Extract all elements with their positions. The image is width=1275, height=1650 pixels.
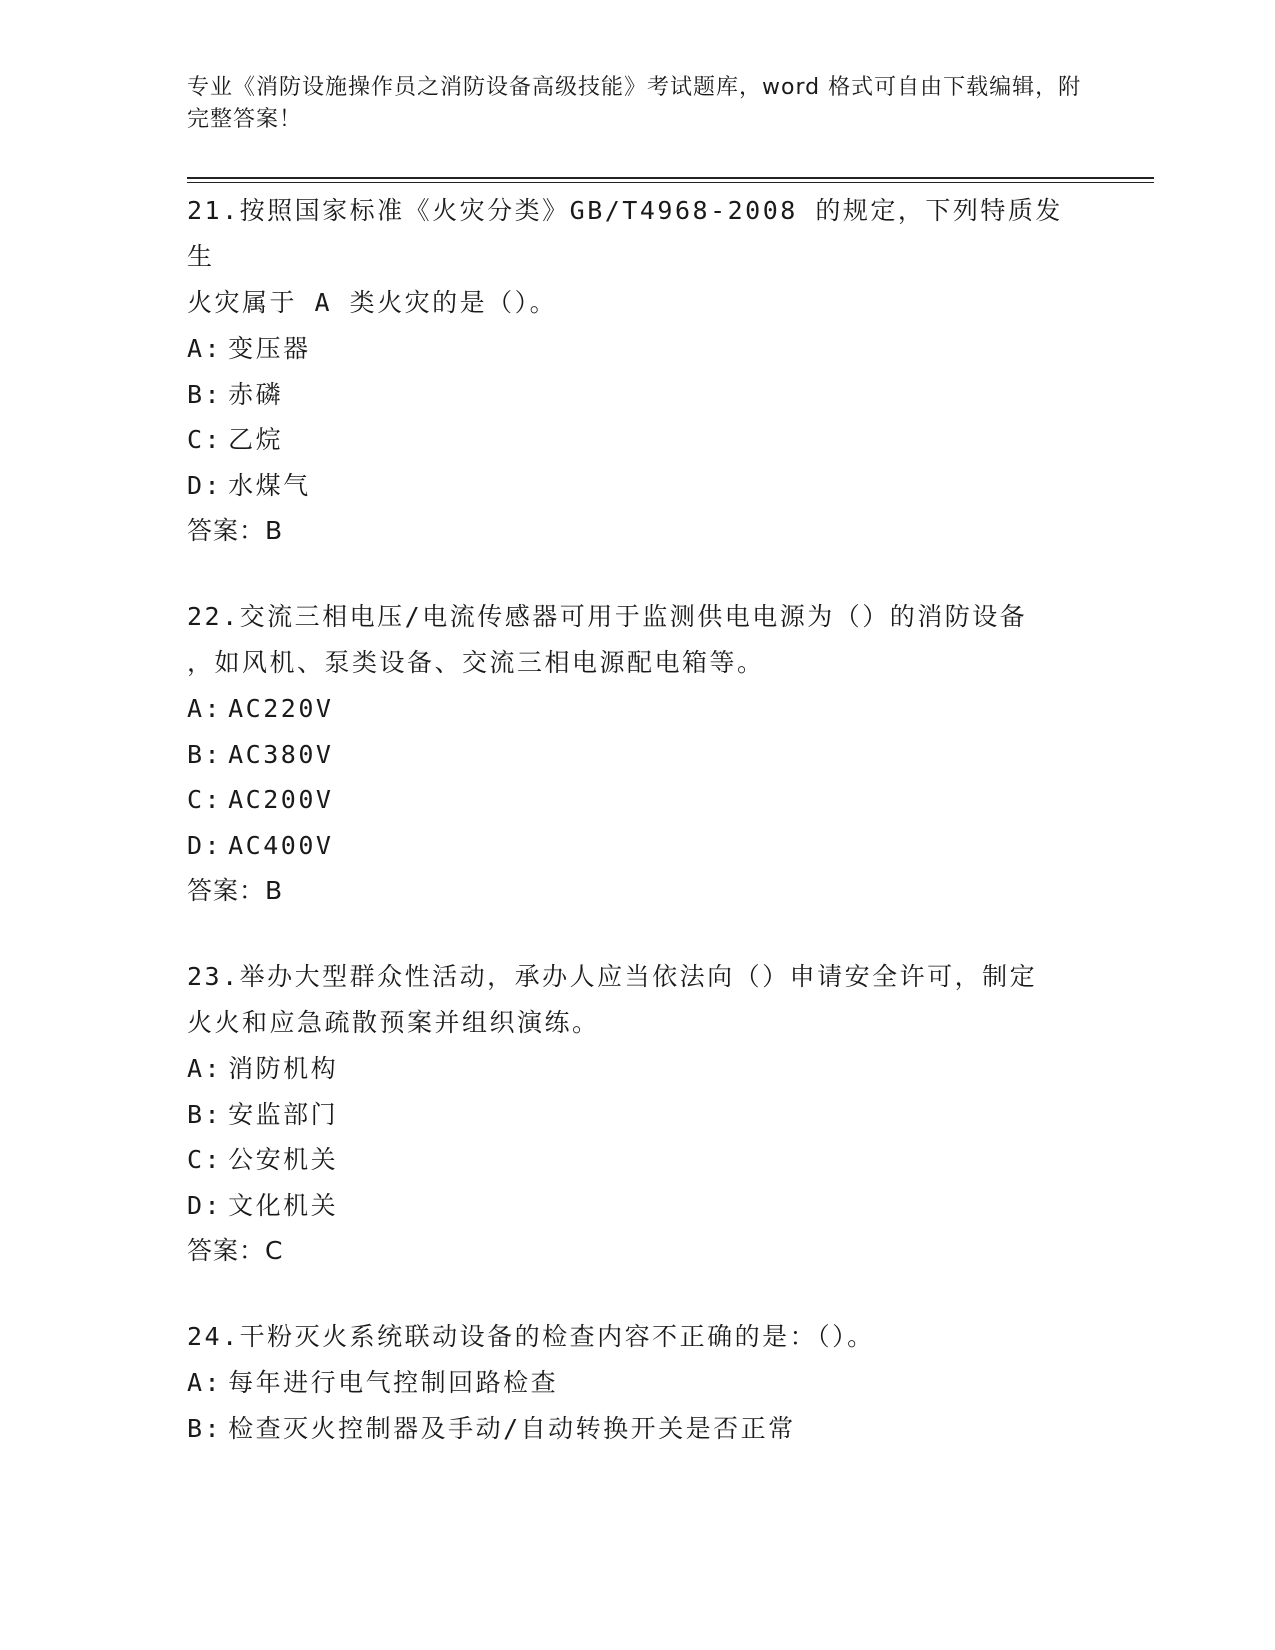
answer-line: 答案：C bbox=[187, 1236, 284, 1265]
option-key: A: bbox=[187, 1054, 223, 1083]
option-b bbox=[187, 1092, 1087, 1138]
option-text: AC200V bbox=[228, 785, 334, 814]
option-text: 安监部门 bbox=[228, 1099, 339, 1129]
option-d bbox=[187, 823, 1087, 869]
option-text: 乙烷 bbox=[228, 425, 284, 454]
option-a bbox=[187, 686, 1087, 732]
option-key: D: bbox=[187, 470, 223, 500]
option-d bbox=[187, 463, 1087, 509]
header-rule-top bbox=[187, 177, 1154, 179]
question-stem-line: 23.举办大型群众性活动，承办人应当依法向（）申请安全许可，制定 bbox=[187, 962, 1038, 991]
option-text: 检查灭火控制器及手动/自动转换开关是否正常 bbox=[228, 1413, 796, 1443]
option-b bbox=[187, 732, 1087, 778]
option-key: C: bbox=[187, 425, 223, 454]
option-a bbox=[187, 1360, 1087, 1406]
option-d bbox=[187, 1183, 1087, 1229]
option-key: C: bbox=[187, 1145, 223, 1174]
option-key: B: bbox=[187, 739, 223, 769]
question-23 bbox=[187, 954, 1087, 1273]
question-list bbox=[187, 188, 1087, 1492]
document-header: 专业《消防设施操作员之消防设备高级技能》考试题库，word 格式可自由下载编辑，附完整答案！ bbox=[187, 75, 1082, 132]
option-text: AC380V bbox=[228, 739, 334, 769]
answer-line: 答案：B bbox=[187, 876, 284, 905]
option-text: AC400V bbox=[228, 830, 334, 860]
answer-line: 答案：B bbox=[187, 516, 284, 545]
option-key: A: bbox=[187, 1368, 223, 1397]
option-text: 水煤气 bbox=[228, 470, 311, 500]
question-stem-line: 火灾属于 A 类火灾的是（）。 bbox=[187, 288, 558, 317]
option-key: D: bbox=[187, 1190, 223, 1220]
option-c bbox=[187, 417, 1087, 463]
question-21 bbox=[187, 188, 1087, 553]
option-text: 公安机关 bbox=[228, 1145, 339, 1174]
option-key: B: bbox=[187, 1099, 223, 1129]
option-c bbox=[187, 777, 1087, 823]
question-22 bbox=[187, 594, 1087, 913]
option-a bbox=[187, 1046, 1087, 1092]
option-text: AC220V bbox=[228, 694, 334, 723]
option-text: 每年进行电气控制回路检查 bbox=[228, 1368, 559, 1397]
option-text: 变压器 bbox=[228, 334, 311, 363]
question-stem-line: 22.交流三相电压/电流传感器可用于监测供电电源为（）的消防设备 bbox=[187, 602, 1028, 631]
question-stem-line: 24.干粉灭火系统联动设备的检查内容不正确的是：（）。 bbox=[187, 1322, 875, 1351]
question-24 bbox=[187, 1314, 1087, 1451]
option-key: A: bbox=[187, 694, 223, 723]
option-text: 消防机构 bbox=[228, 1054, 339, 1083]
option-key: B: bbox=[187, 1413, 223, 1443]
question-stem-line: 21.按照国家标准《火灾分类》GB/T4968-2008 的规定，下列特质发生 bbox=[187, 196, 1063, 271]
option-b bbox=[187, 1406, 1087, 1452]
header-rule-bottom bbox=[187, 182, 1154, 183]
option-b bbox=[187, 372, 1087, 418]
question-stem-line: 火火和应急疏散预案并组织演练。 bbox=[187, 1008, 600, 1037]
option-a bbox=[187, 326, 1087, 372]
option-c bbox=[187, 1137, 1087, 1183]
question-stem-line: ，如风机、泵类设备、交流三相电源配电箱等。 bbox=[187, 648, 765, 677]
option-key: D: bbox=[187, 830, 223, 860]
option-key: C: bbox=[187, 785, 223, 814]
option-text: 文化机关 bbox=[228, 1190, 339, 1220]
option-key: B: bbox=[187, 379, 223, 409]
option-key: A: bbox=[187, 334, 223, 363]
option-text: 赤磷 bbox=[228, 379, 284, 409]
